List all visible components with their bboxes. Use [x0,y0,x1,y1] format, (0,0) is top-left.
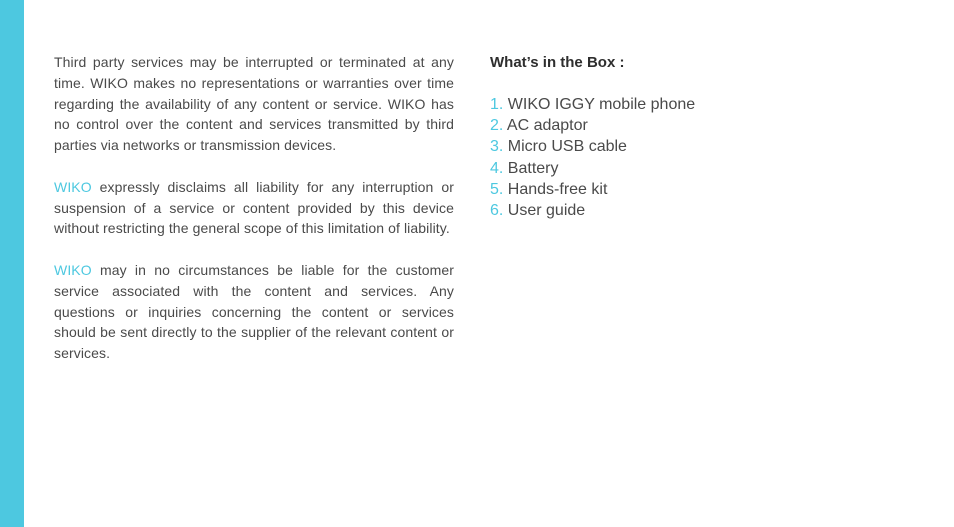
list-item [490,179,910,200]
item-number: 2. [490,117,504,135]
item-number: 3. [490,138,504,156]
disclaimer-column [54,52,454,385]
brand-name: WIKO [54,178,92,195]
paragraph-third-party: Third party services may be interrupted or terminated at any time. WIKO makes no representations or warranties over time regarding the availability of any content or service. WIKO has no control over the content and services transmitted by third parties via networks or transmission devices. [54,54,454,154]
paragraph-customer-service [54,260,454,364]
item-number: 5. [490,180,504,198]
item-label: User guide [507,202,586,220]
item-label: Battery [507,159,559,177]
paragraph-liability-disclaimer [54,177,454,239]
list-item [490,115,910,136]
item-label: Micro USB cable [507,138,627,156]
list-item [490,136,910,157]
box-contents-column [490,52,910,221]
item-label: Hands-free kit [507,180,608,198]
item-number: 4. [490,159,504,177]
list-item [490,158,910,179]
box-contents-title: What’s in the Box : [490,54,625,71]
item-number: 1. [490,96,504,113]
brand-name: WIKO [54,261,92,278]
list-item [490,94,910,115]
item-label: AC adaptor [506,117,588,135]
item-label: WIKO IGGY mobile phone [507,96,696,113]
box-contents-list [490,94,910,221]
list-item [490,200,910,221]
paragraph-text: may in no circumstances be liable for the customer service associated with the content and services. Any questions or inquiries concerning the content or services should be sent directly to the supplier of the relevant content or services. [54,261,454,362]
item-number: 6. [490,202,504,220]
side-color-band [0,0,24,527]
paragraph-text: expressly disclaims all liability for any interruption or suspension of a service or content provided by this device without restricting the general scope of this limitation of liability. [54,178,454,237]
